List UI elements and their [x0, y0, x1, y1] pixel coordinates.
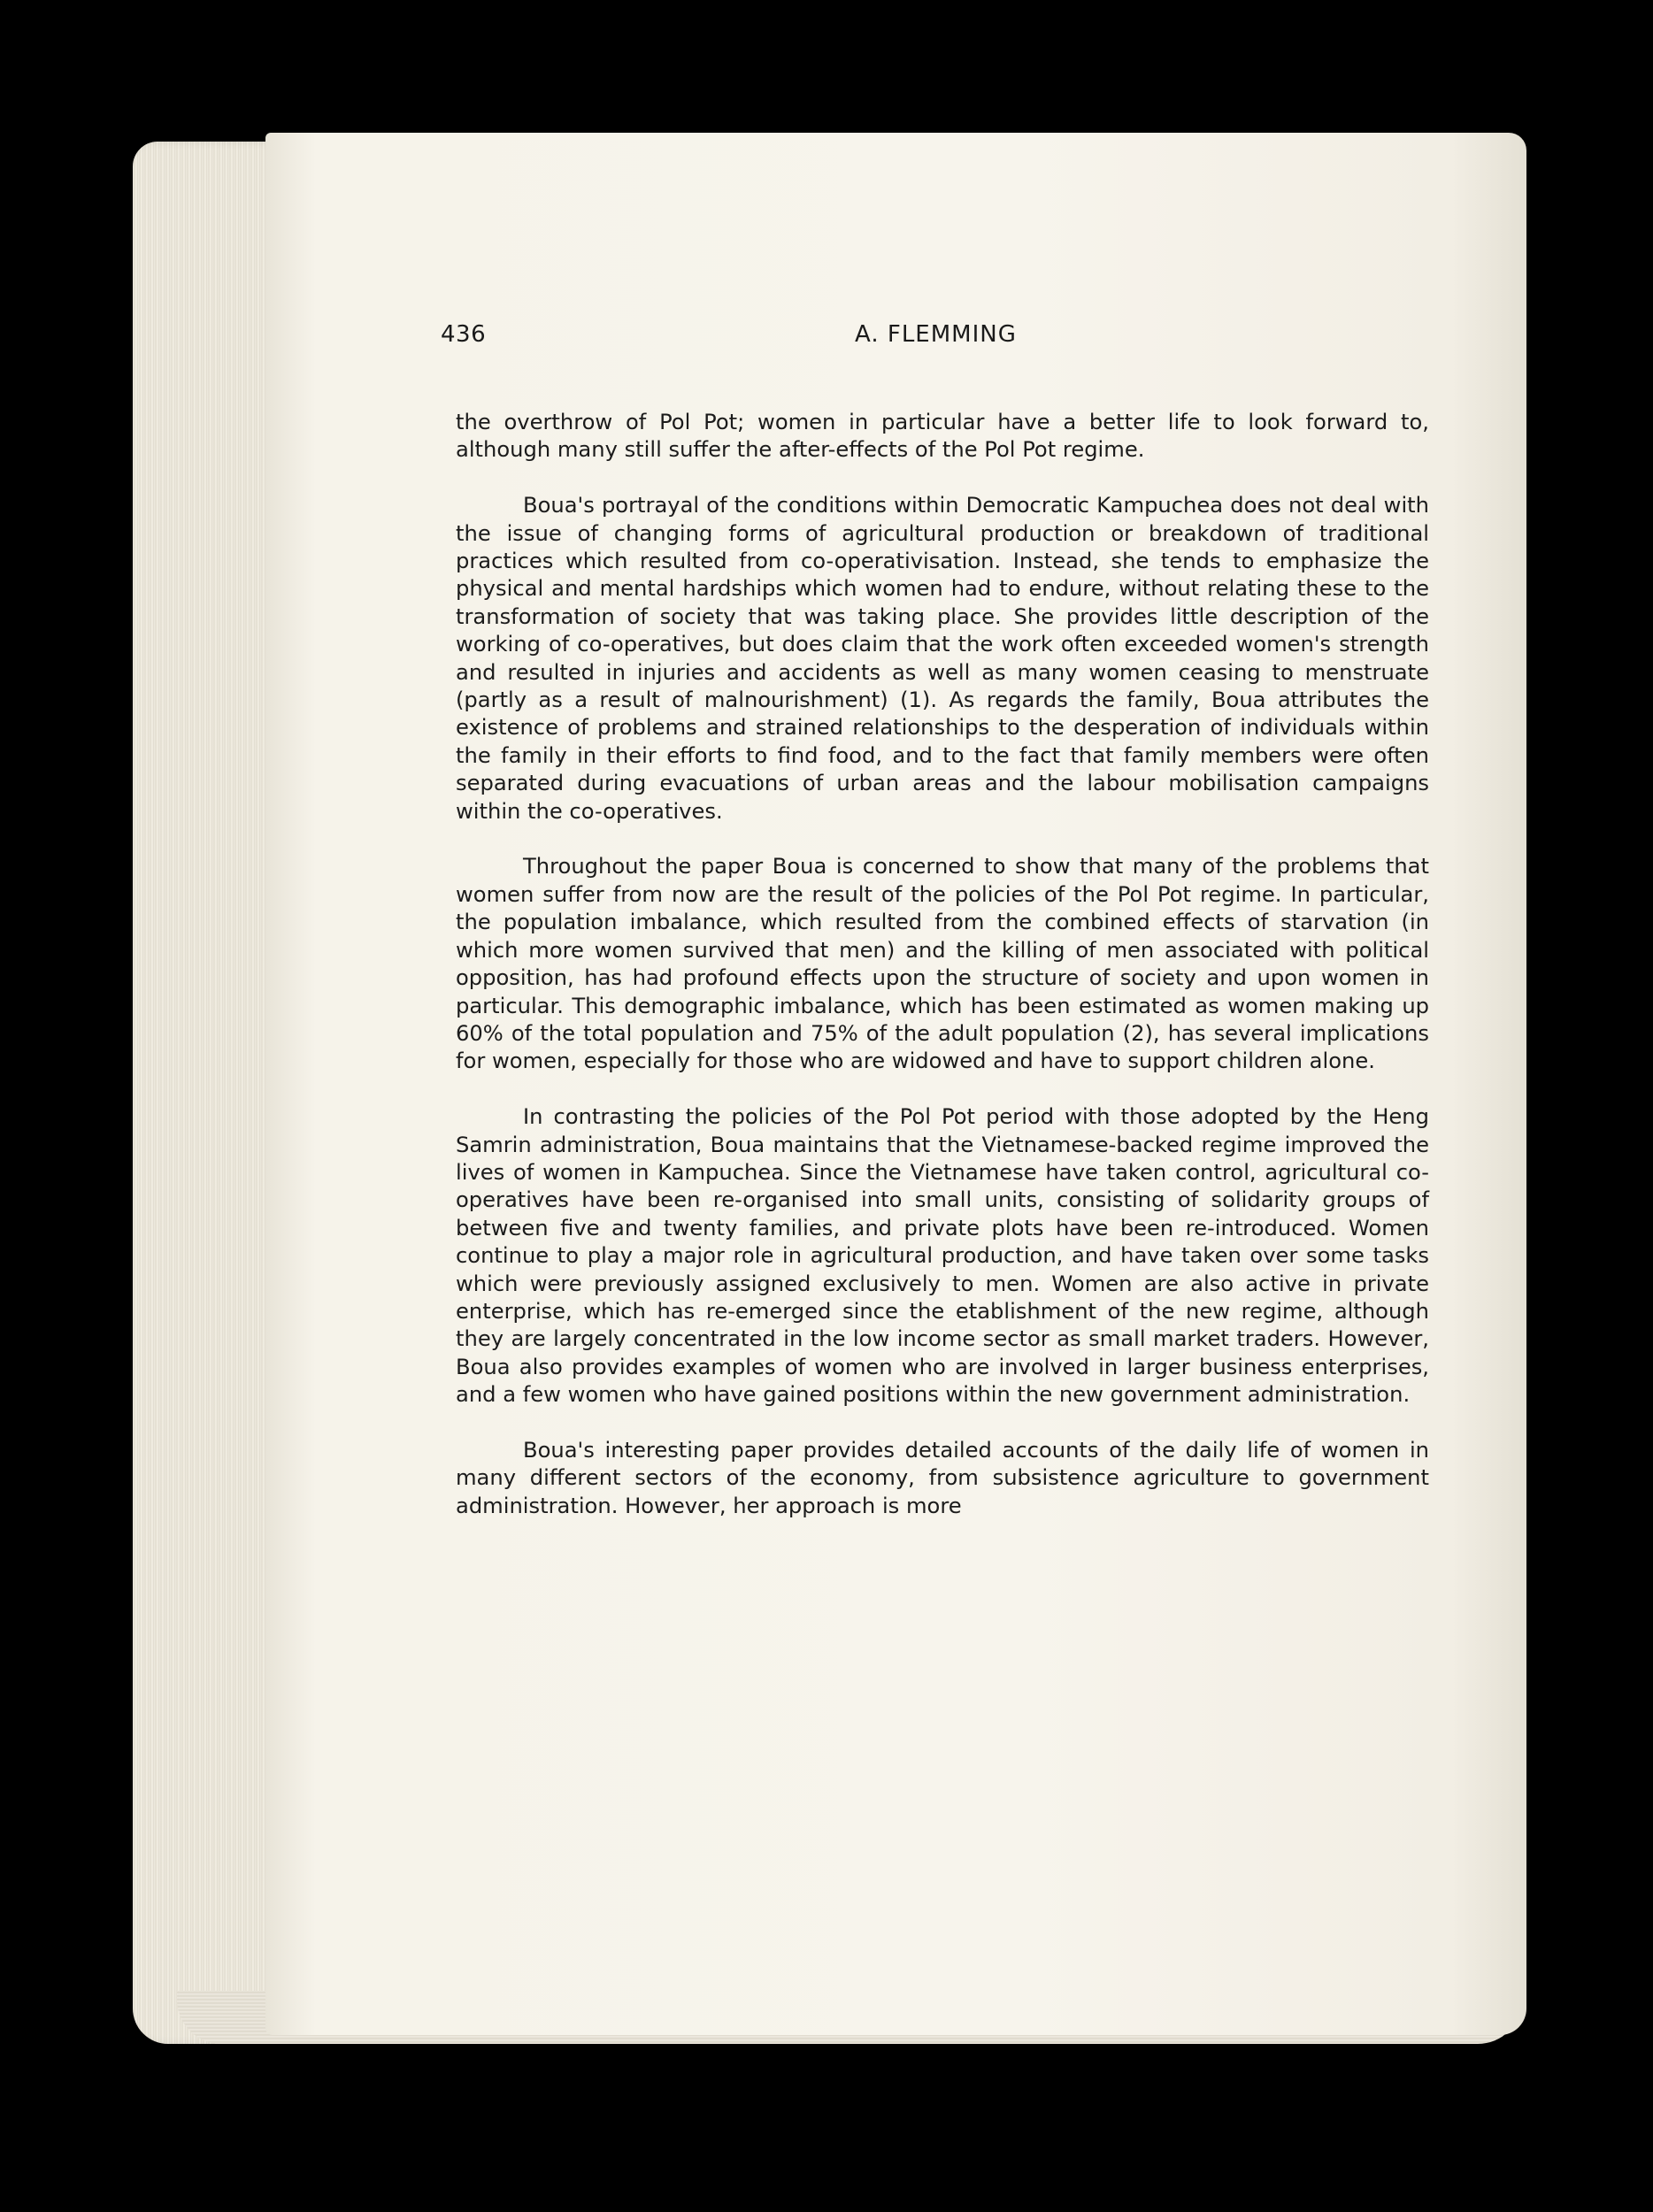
paragraph-2: Boua's portrayal of the conditions within Democratic Kampuchea does not deal with the issue of changing forms of agricultural production or breakdown of traditional practices which resulted from co-operativisation. Instead, she tends to emphasize the physical and mental hardships which women had to endure, without relating these to the transformation of society that was taking place. She provides little description of the working of co-operatives, but does claim that the work often exceeded women's strength and resulted in injuries and accidents as well as many women ceasing to menstruate (partly as a result of malnourishment) (1). As regards the family, Boua attributes the existence of problems and strained relationships to the desperation of individuals within the family in their efforts to find food, and to the fact that family members were often separated during evacuations of urban areas and the labour mobilisation campaigns within the co-operatives.: [456, 493, 1429, 824]
paragraph-1: the overthrow of Pol Pot; women in particular have a better life to look forward to, although many still suffer the after-effects of the Pol Pot regime.: [456, 410, 1429, 463]
body-text: [456, 409, 1429, 1520]
page-block-edge: [133, 142, 283, 2044]
paragraph-4: In contrasting the policies of the Pol Pot period with those adopted by the Heng Samrin administration, Boua maintains that the Vietnamese-backed regime improved the lives of women in Kampuchea. Since the Vietnamese have taken control, agricultural co-operatives have been re-organised into small units, consisting of solidarity groups of between five and twenty families, and private plots have been re-introduced. Women continue to play a major role in agricultural production, and have taken over some tasks which were previously assigned exclusively to men. Women are also active in private enterprise, which has re-emerged since the etablishment of the new regime, although they are largely concentrated in the low income sector as small market traders. However, Boua also provides examples of women who are involved in larger business enterprises, and a few women who have gained positions within the new government administration.: [456, 1104, 1429, 1408]
paragraph-5: Boua's interesting paper provides detailed accounts of the daily life of women in many different sectors of the economy, from subsistence agriculture to government administration. However, her approach is more: [456, 1437, 1429, 1518]
running-head: A. FLEMMING: [855, 321, 1017, 348]
page-number: 436: [441, 321, 487, 348]
paragraph-3: Throughout the paper Boua is concerned to show that many of the problems that women suffer from now are the result of the policies of the Pol Pot regime. In particular, the population imbalance, which resulted from the combined effects of starvation (in which more women survived that men) and the killing of men associated with political opposition, has had profound effects upon the structure of society and upon women in particular. This demographic imbalance, which has been estimated as women making up 60% of the total population and 75% of the adult population (2), has several implications for women, especially for those who are widowed and have to support children alone.: [456, 854, 1429, 1074]
